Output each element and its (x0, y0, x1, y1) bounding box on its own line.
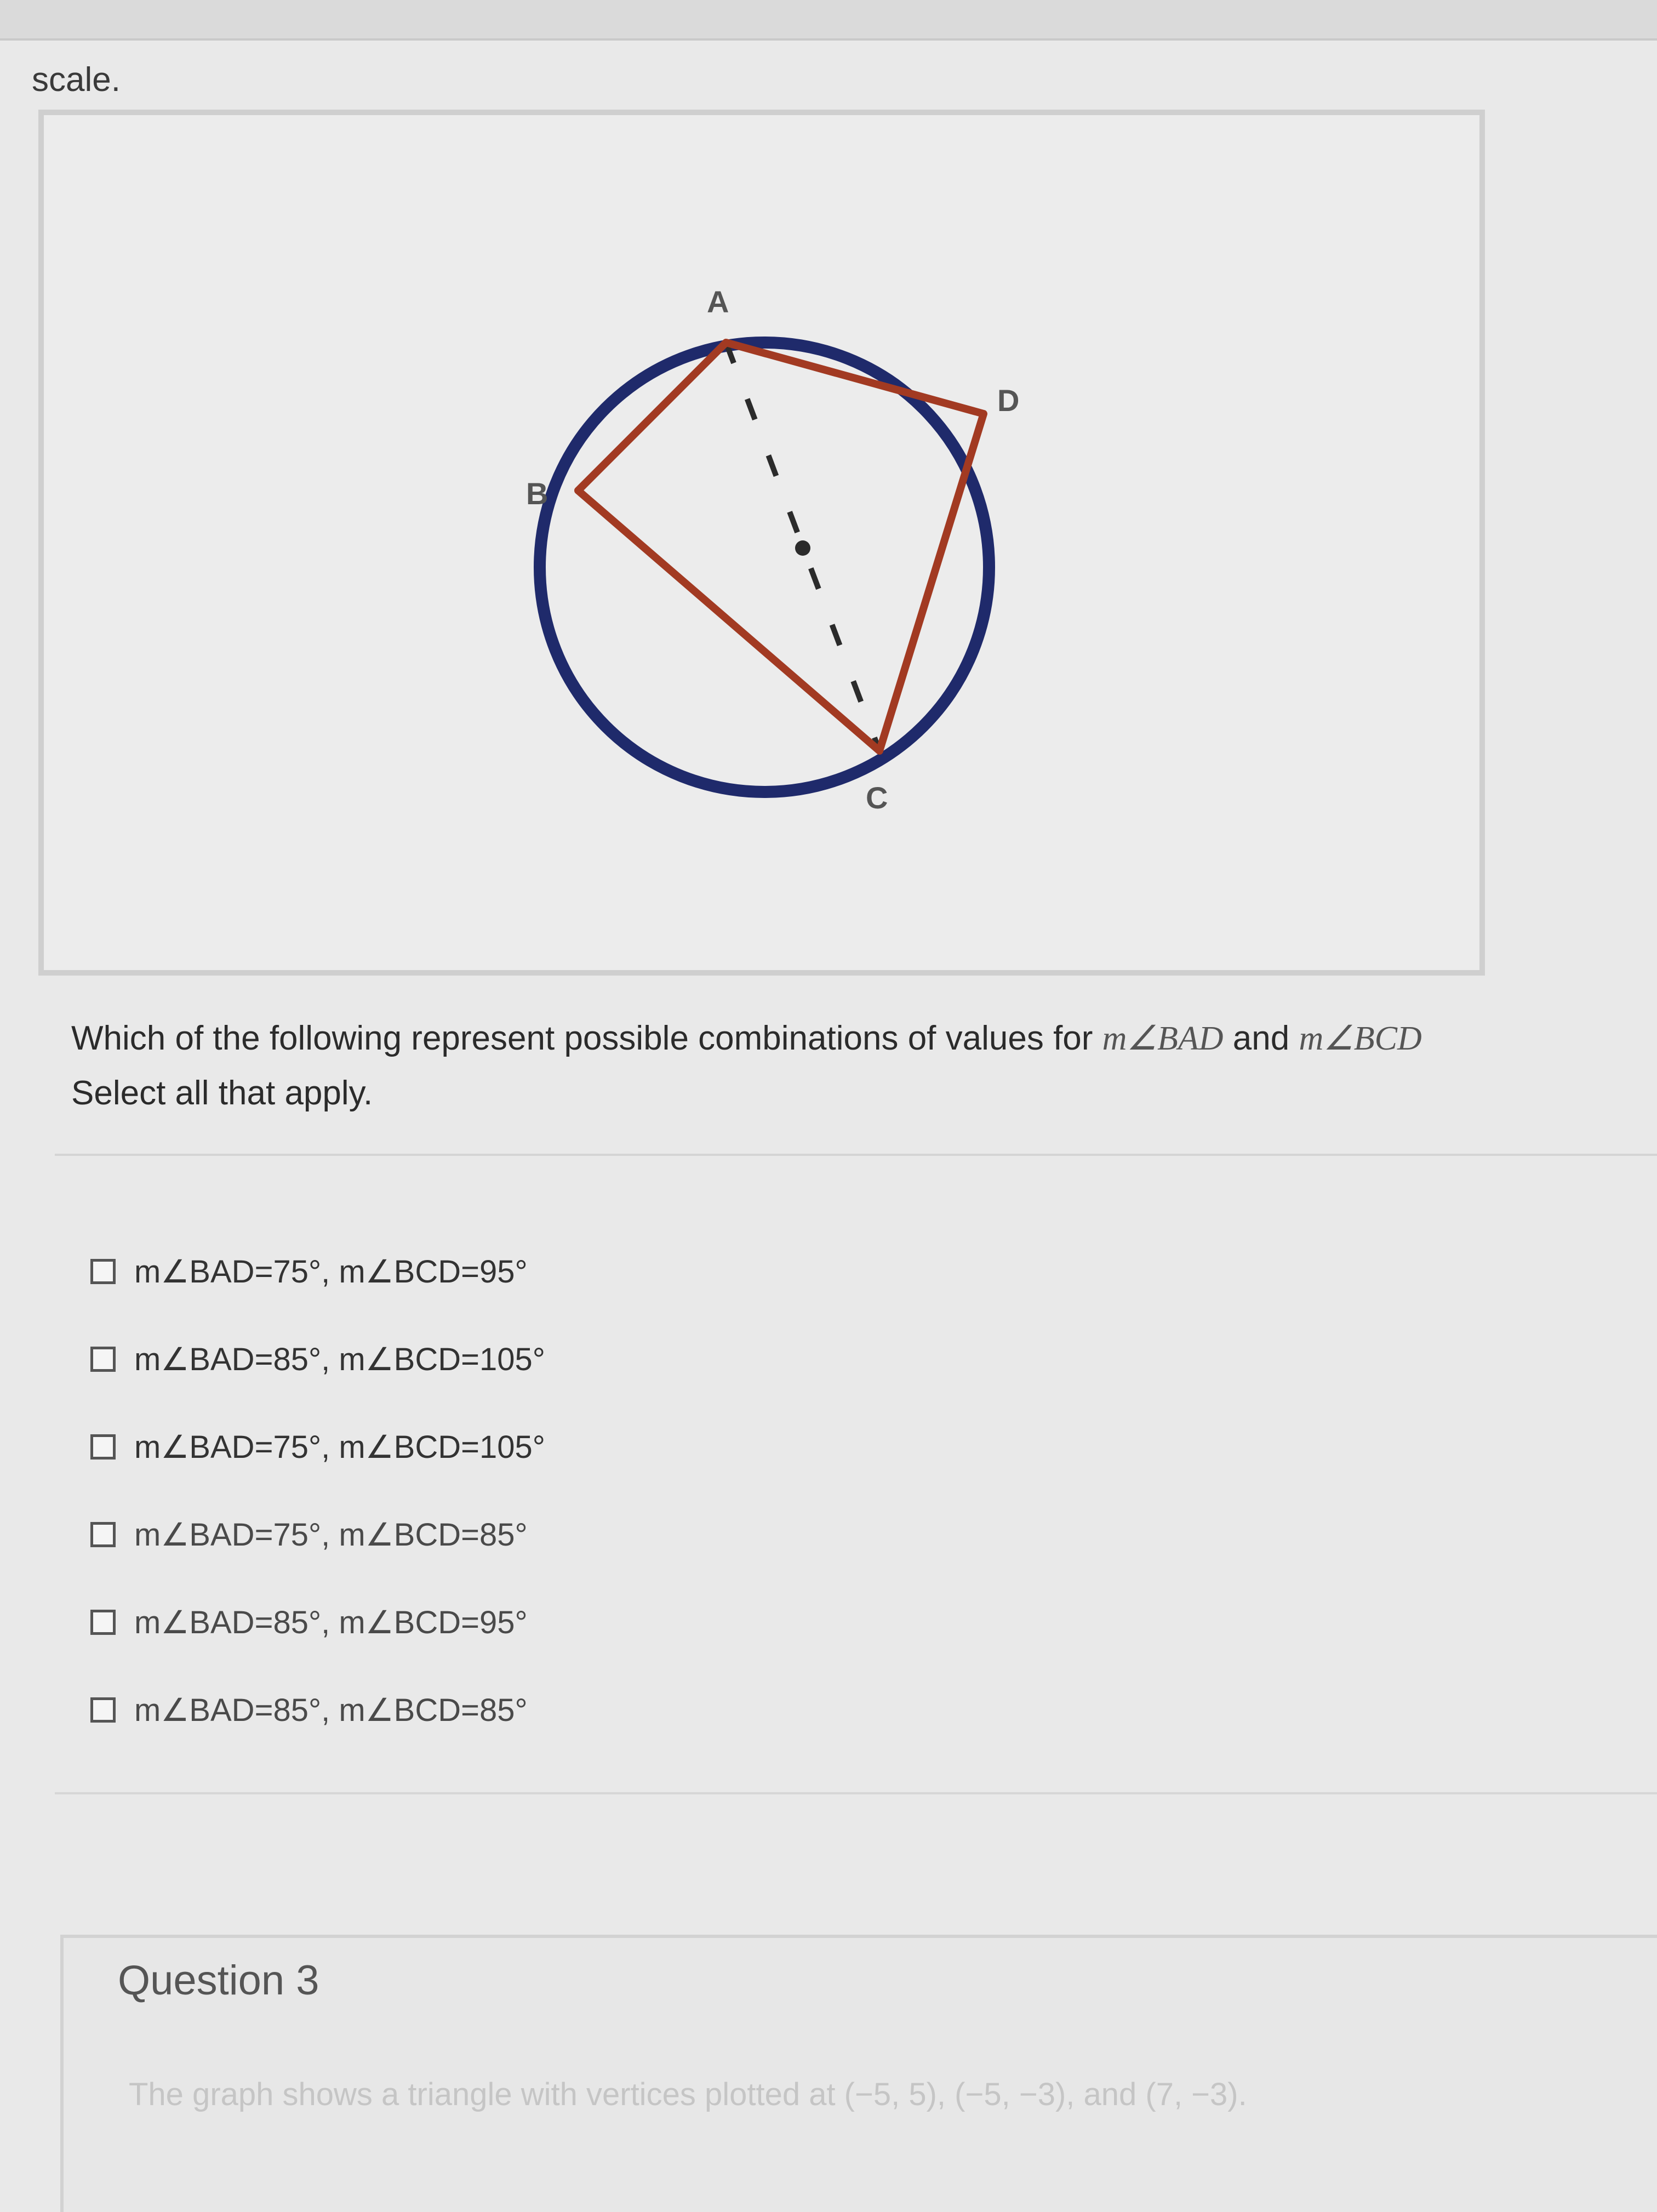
option-label: m∠BAD=85°, m∠BCD=95° (134, 1605, 528, 1640)
option-2[interactable] (90, 1315, 1077, 1403)
checkbox-2[interactable] (90, 1347, 116, 1372)
circle (540, 343, 989, 792)
option-4[interactable] (90, 1491, 1077, 1578)
question-prefix: Which of the following represent possible combinations of values for (71, 1019, 1102, 1057)
checkbox-6[interactable] (90, 1697, 116, 1723)
checkbox-5[interactable] (90, 1610, 116, 1635)
answer-options (90, 1228, 1077, 1754)
option-label: m∠BAD=85°, m∠BCD=105° (134, 1342, 545, 1377)
answer-panel-bottom (55, 1792, 1657, 1838)
question-3-title: Question 3 (118, 1957, 319, 2004)
inscribed-quadrilateral-diagram (44, 115, 1479, 970)
option-label: m∠BAD=75°, m∠BCD=85° (134, 1517, 528, 1553)
question-instruction: Select all that apply. (71, 1074, 373, 1112)
angle-bcd: m∠BCD (1299, 1020, 1422, 1057)
option-3[interactable] (90, 1403, 1077, 1491)
option-label: m∠BAD=85°, m∠BCD=85° (134, 1692, 528, 1728)
option-5[interactable] (90, 1578, 1077, 1666)
question-connector: and (1223, 1019, 1299, 1057)
label-a: A (707, 284, 729, 319)
option-label: m∠BAD=75°, m∠BCD=105° (134, 1429, 545, 1465)
figure-box (38, 110, 1485, 976)
label-d: D (997, 383, 1020, 418)
option-label: m∠BAD=75°, m∠BCD=95° (134, 1254, 528, 1290)
option-1[interactable] (90, 1228, 1077, 1315)
checkbox-3[interactable] (90, 1434, 116, 1460)
top-strip (0, 0, 1657, 41)
label-c: C (866, 780, 888, 815)
option-6[interactable] (90, 1666, 1077, 1754)
divider (55, 1154, 1657, 1156)
checkbox-1[interactable] (90, 1259, 116, 1284)
angle-bad: m∠BAD (1102, 1020, 1224, 1057)
checkbox-4[interactable] (90, 1522, 116, 1547)
label-b: B (526, 476, 548, 511)
scale-text: scale. (32, 61, 121, 99)
question-3-text: The graph shows a triangle with vertices plotted at (−5, 5), (−5, −3), and (7, −3). (129, 2077, 1247, 2112)
question-prompt (71, 1011, 1655, 1121)
center-point (795, 540, 810, 556)
